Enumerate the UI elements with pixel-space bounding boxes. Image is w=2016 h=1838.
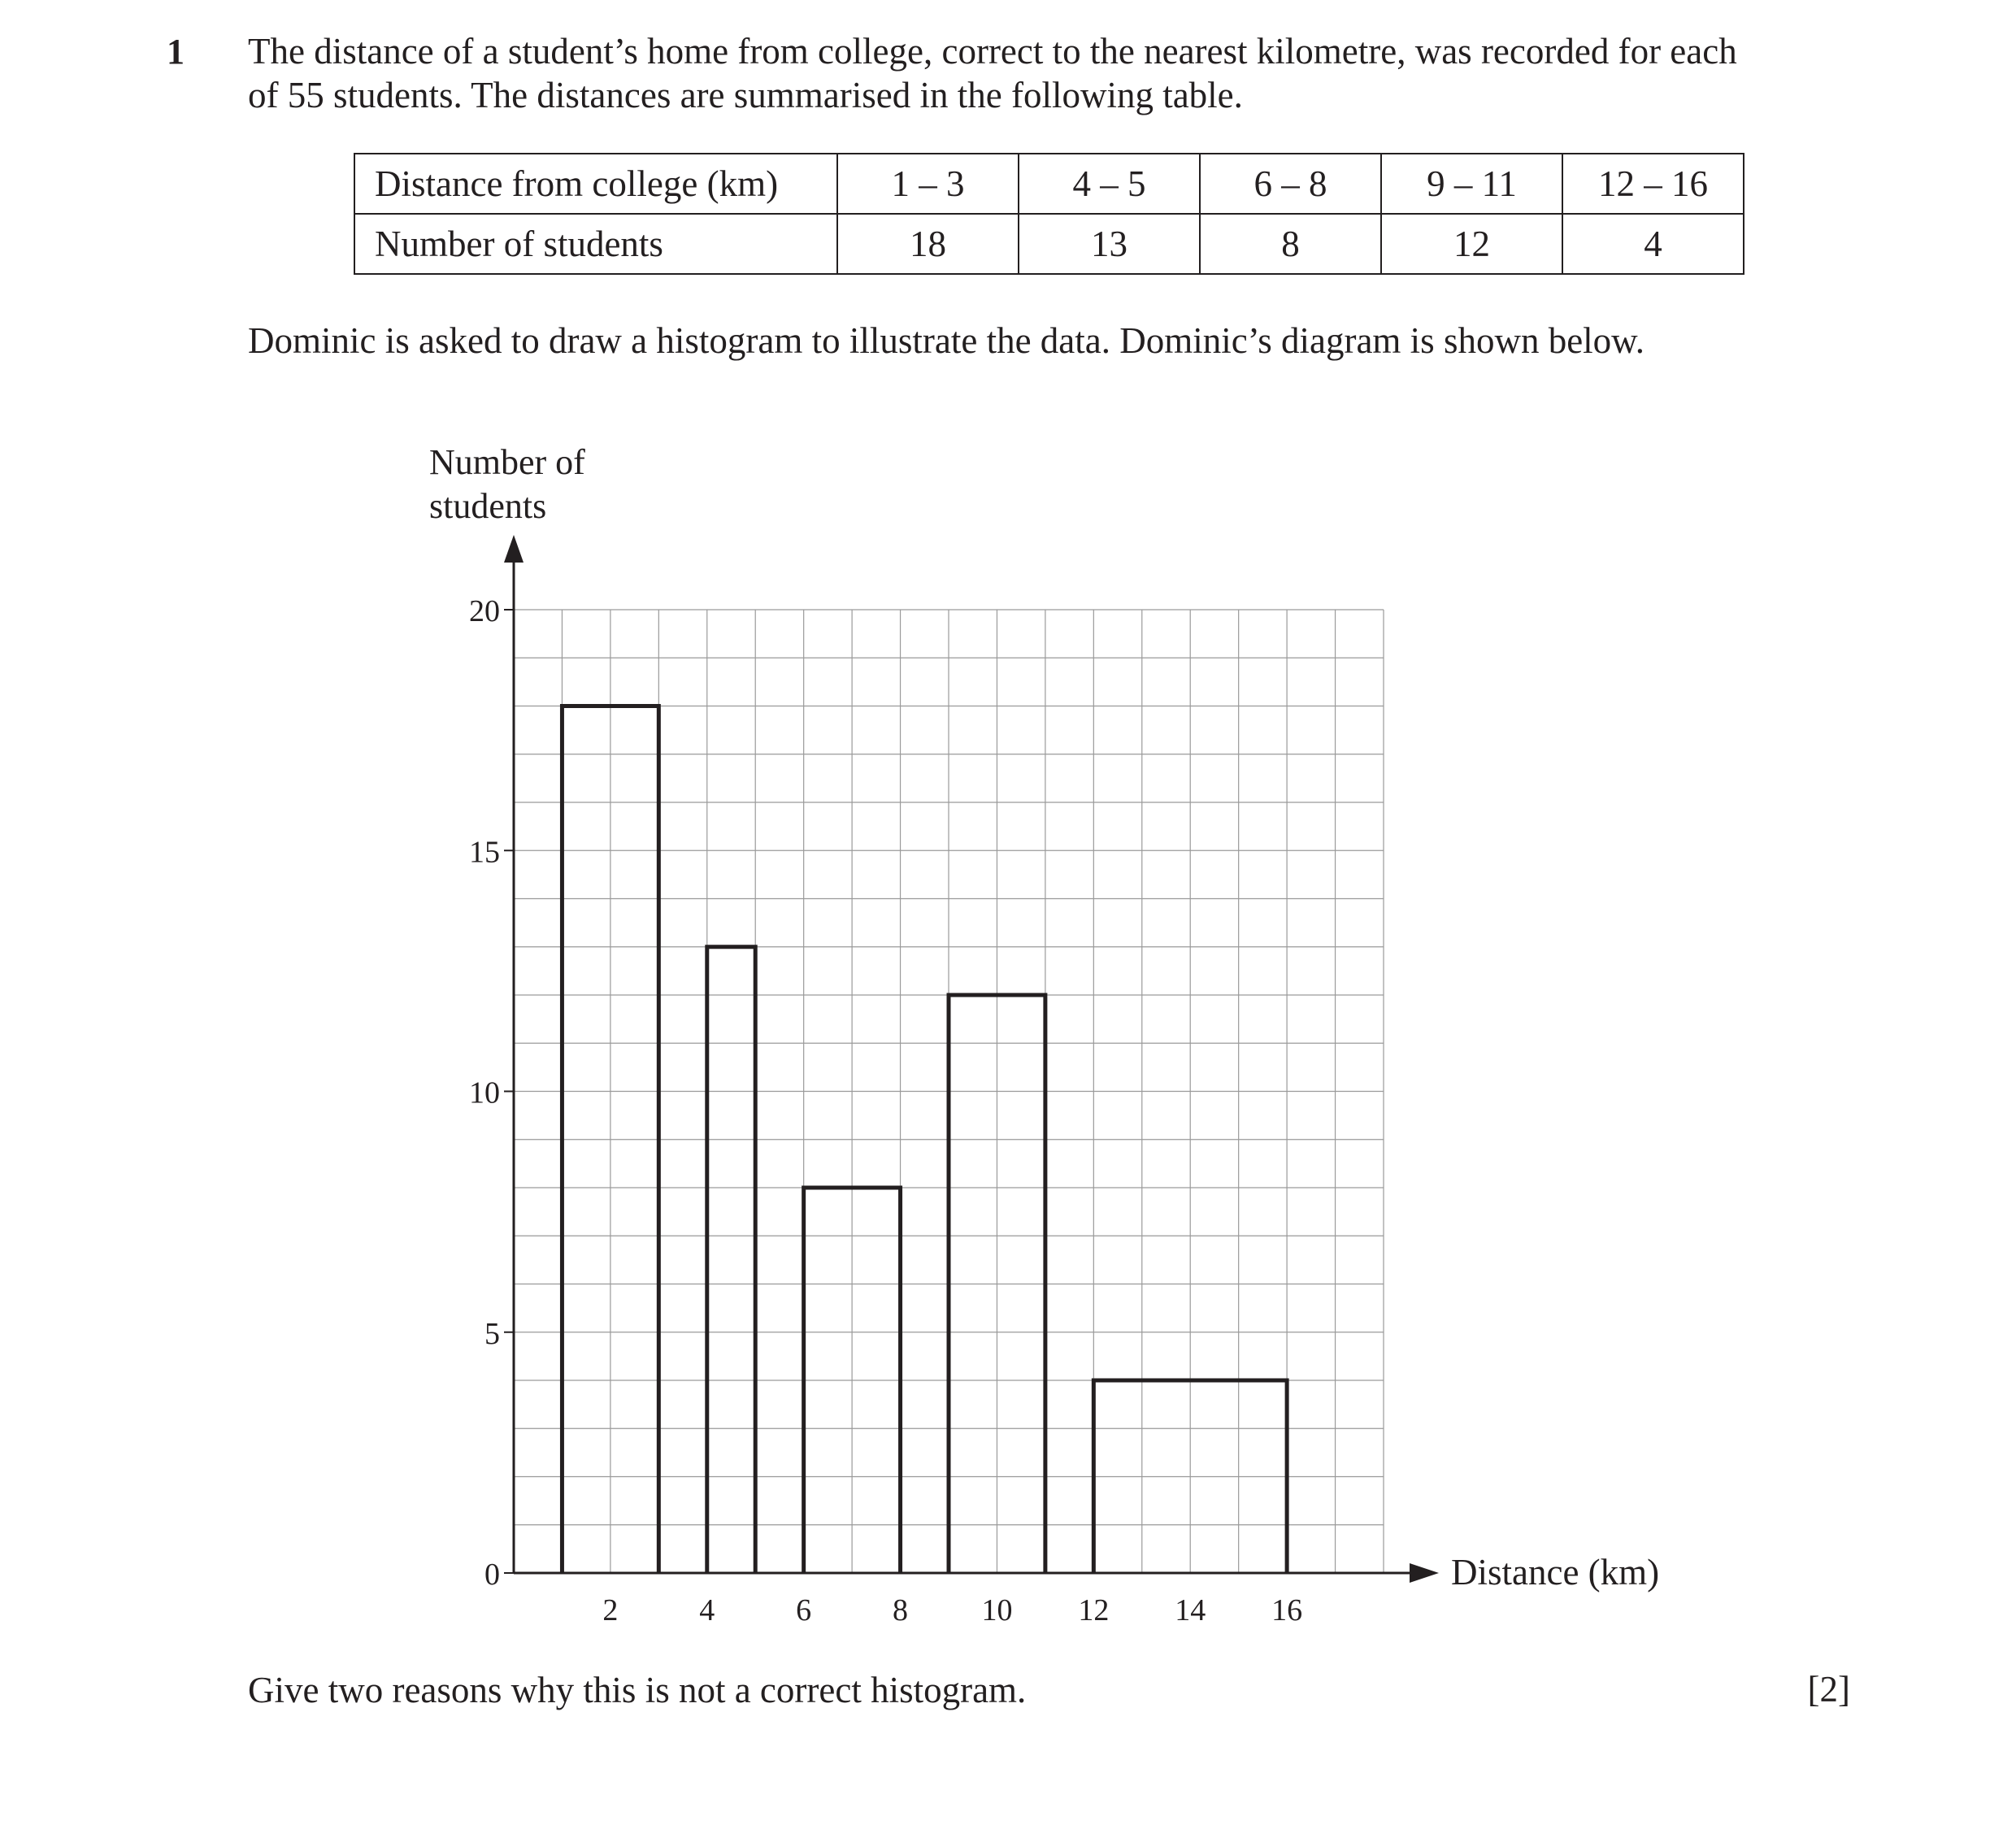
chart-axes [504, 535, 1439, 1583]
y-tick-label: 20 [469, 594, 500, 628]
x-tick-label: 10 [981, 1593, 1013, 1627]
instruction-text: Give two reasons why this is not a correct histogram. [248, 1670, 1027, 1710]
table-count-cell: 12 [1381, 214, 1562, 274]
x-tick-label: 16 [1271, 1593, 1303, 1627]
table-class-cell: 1 – 3 [837, 154, 1019, 214]
histogram-bar [707, 947, 755, 1573]
table-class-cell: 9 – 11 [1381, 154, 1562, 214]
y-tick-label: 15 [469, 835, 500, 870]
table-count-cell: 13 [1019, 214, 1200, 274]
marks-label: [2] [1807, 1669, 1850, 1710]
table-count-cell: 4 [1562, 214, 1744, 274]
dominic-text: Dominic is asked to draw a histogram to illustrate the data. Dominic’s diagram is shown below. [248, 320, 1645, 361]
y-axis-label-line-1: Number of [429, 442, 585, 482]
x-tick-label: 4 [699, 1593, 715, 1627]
y-tick-label: 0 [484, 1558, 500, 1592]
table-row-header: Number of students [354, 214, 837, 274]
intro-line-2: of 55 students. The distances are summarised in the following table. [248, 75, 1243, 115]
table-row-header: Distance from college (km) [354, 154, 837, 214]
x-tick-label: 6 [796, 1593, 812, 1627]
y-axis-label-line-2: students [429, 486, 547, 526]
table-class-cell: 6 – 8 [1200, 154, 1381, 214]
x-tick-label: 8 [893, 1593, 909, 1627]
question-number: 1 [167, 32, 185, 72]
y-axis-arrowhead [504, 535, 524, 563]
y-tick-label: 10 [469, 1075, 500, 1110]
x-axis-label: Distance (km) [1451, 1552, 1660, 1592]
table-class-cell: 4 – 5 [1019, 154, 1200, 214]
intro-line-1: The distance of a student’s home from college, correct to the nearest kilometre, was recorded for each [248, 31, 1737, 72]
x-tick-label: 14 [1175, 1593, 1206, 1627]
table-count-cell: 18 [837, 214, 1019, 274]
y-tick-label: 5 [484, 1316, 500, 1351]
table-class-cell: 12 – 16 [1562, 154, 1744, 214]
x-tick-label: 2 [602, 1593, 619, 1627]
x-axis-arrowhead [1410, 1563, 1439, 1583]
x-tick-label: 12 [1078, 1593, 1110, 1627]
table-count-cell: 8 [1200, 214, 1381, 274]
